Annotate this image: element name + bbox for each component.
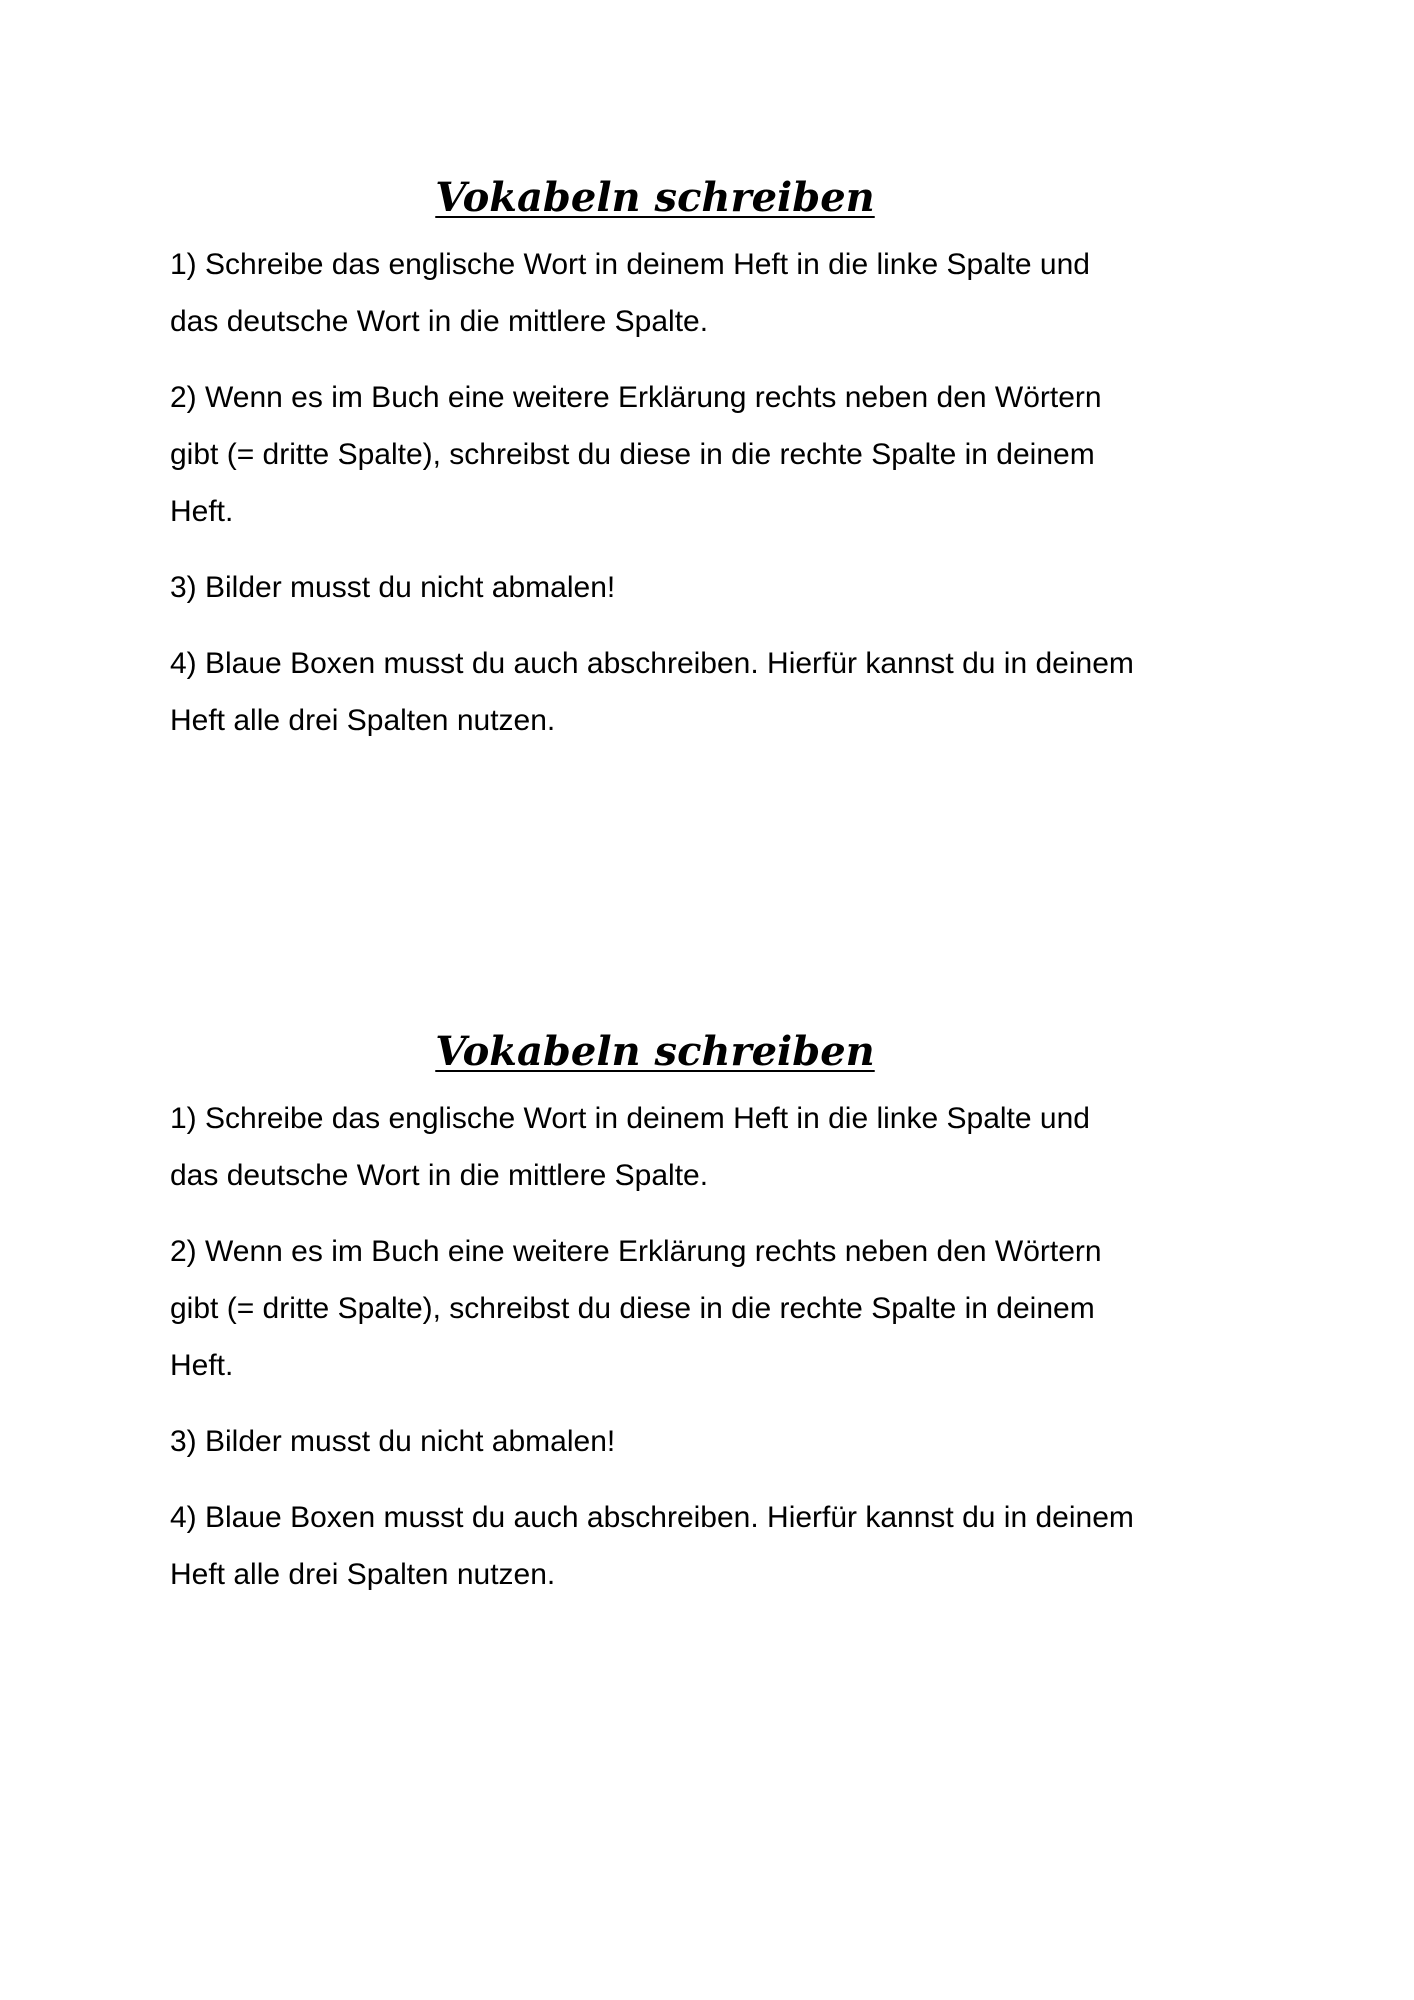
section-title: Vokabeln schreiben bbox=[435, 1028, 875, 1075]
instruction-item: 2) Wenn es im Buch eine weitere Erklärung rechts neben den Wörtern gibt (= dritte Spalte), schreibst du diese in die rechte Spalte in deinem Heft. bbox=[170, 1235, 1102, 1382]
instruction-item: 4) Blaue Boxen musst du auch abschreiben. Hierfür kannst du in deinem Heft alle drei Spalten nutzen. bbox=[170, 647, 1134, 737]
instruction-item: 2) Wenn es im Buch eine weitere Erklärung rechts neben den Wörtern gibt (= dritte Spalte), schreibst du diese in die rechte Spalte in deinem Heft. bbox=[170, 381, 1102, 528]
instruction-section bbox=[170, 1022, 1280, 1622]
instruction-item: 1) Schreibe das englische Wort in deinem Heft in die linke Spalte und das deutsche Wort in die mittlere Spalte. bbox=[170, 248, 1090, 338]
instruction-item: 4) Blaue Boxen musst du auch abschreiben. Hierfür kannst du in deinem Heft alle drei Spalten nutzen. bbox=[170, 1501, 1134, 1591]
section-title: Vokabeln schreiben bbox=[435, 174, 875, 221]
instruction-item: 1) Schreibe das englische Wort in deinem Heft in die linke Spalte und das deutsche Wort in die mittlere Spalte. bbox=[170, 1102, 1090, 1192]
instruction-section bbox=[170, 168, 1280, 768]
instruction-item: 3) Bilder musst du nicht abmalen! bbox=[170, 571, 616, 604]
instruction-item: 3) Bilder musst du nicht abmalen! bbox=[170, 1425, 616, 1458]
